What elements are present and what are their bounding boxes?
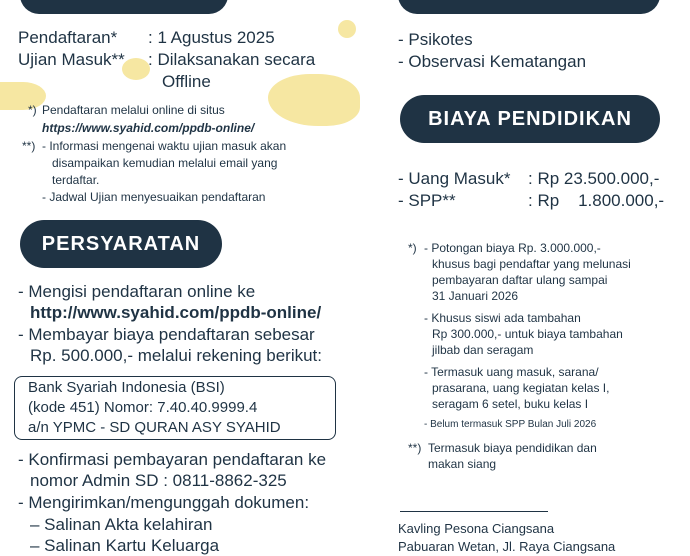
pendaftaran-label: Pendaftaran*	[18, 28, 118, 47]
pendaftaran-value: : 1 Agustus 2025	[148, 28, 275, 47]
biaya-title	[400, 95, 660, 143]
test-item: - Observasi Kematangan	[398, 52, 587, 71]
bank-line: a/n YPMC - SD QURAN ASY SYAHID	[28, 419, 281, 436]
note-text: - Jadwal Ujian menyesuaikan pendaftaran	[42, 190, 266, 204]
persyaratan-title	[20, 220, 222, 268]
biaya-note-line: pembayaran daftar ulang sampai	[432, 273, 608, 287]
biaya-note-line: - Termasuk uang masuk, sarana/	[424, 365, 599, 379]
ujian-label: Ujian Masuk**	[18, 50, 125, 69]
persyaratan-item: - Konfirmasi pembayaran pendaftaran ke	[18, 450, 327, 469]
persyaratan-item: - Membayar biaya pendaftaran sebesar	[18, 325, 315, 344]
decorative-blob	[0, 82, 46, 110]
note-text: Pendaftaran melalui online di situs	[42, 103, 225, 117]
persyaratan-item: - Mengisi pendaftaran online ke	[18, 282, 256, 301]
note-text: - Informasi mengenai waktu ujian masuk akan	[42, 139, 287, 153]
note-marker: **)	[22, 139, 36, 153]
decorative-blob	[122, 58, 150, 80]
ujian-value: : Dilaksanakan secara	[148, 50, 316, 69]
biaya-note-line: khusus bagi pendaftar yang melunasi	[432, 257, 631, 271]
persyaratan-item: - Mengirimkan/mengunggah dokumen:	[18, 493, 310, 512]
test-item: - Psikotes	[398, 30, 473, 49]
address-line: Kavling Pesona Ciangsana	[398, 521, 555, 536]
persyaratan-url[interactable]: http://www.syahid.com/ppdb-online/	[30, 303, 322, 322]
spp-value: : Rp 1.800.000,-	[528, 191, 665, 210]
persyaratan-item: Rp. 500.000,- melalui rekening berikut:	[30, 346, 322, 365]
biaya-note-line: prasarana, uang kegiatan kelas I,	[432, 381, 610, 395]
decorative-blob	[268, 74, 360, 126]
biaya-note-line: Termasuk biaya pendidikan dan	[428, 441, 597, 455]
biaya-note-line: - Potongan biaya Rp. 3.000.000,-	[424, 241, 601, 255]
biaya-note-marker: *)	[408, 241, 417, 255]
uang-masuk-label: - Uang Masuk*	[398, 169, 511, 188]
biaya-note-line: jilbab dan seragam	[432, 343, 534, 357]
persyaratan-item: – Salinan Kartu Keluarga	[30, 536, 220, 555]
note-url[interactable]: https://www.syahid.com/ppdb-online/	[42, 121, 255, 135]
header-pill-left	[20, 0, 228, 14]
biaya-note-marker: **)	[408, 441, 422, 455]
decorative-blob	[338, 20, 356, 38]
persyaratan-item: nomor Admin SD : 0811-8862-325	[30, 471, 287, 490]
address-divider	[400, 511, 548, 512]
biaya-note-line: 31 Januari 2026	[432, 289, 519, 303]
biaya-note-line: Rp 300.000,- untuk biaya tambahan	[432, 327, 623, 341]
header-pill-right	[398, 0, 660, 14]
address-line: Pabuaran Wetan, Jl. Raya Ciangsana	[398, 539, 616, 554]
persyaratan-title-text: PERSYARATAN	[41, 232, 201, 255]
persyaratan-item: – Salinan Akta kelahiran	[30, 515, 213, 534]
biaya-note-line: seragam 6 setel, buku kelas I	[432, 397, 589, 411]
note-text: disampaikan kemudian melalui email yang	[52, 156, 278, 170]
ujian-value-2: Offline	[162, 72, 211, 91]
biaya-title-text: BIAYA PENDIDIKAN	[428, 107, 632, 130]
note-text: terdaftar.	[52, 173, 100, 187]
biaya-note-line: - Belum termasuk SPP Bulan Juli 2026	[424, 419, 597, 430]
uang-masuk-value: : Rp 23.500.000,-	[528, 169, 660, 188]
bank-line: Bank Syariah Indonesia (BSI)	[28, 379, 225, 396]
biaya-note-line: - Khusus siswi ada tambahan	[424, 311, 581, 325]
biaya-note-line: makan siang	[428, 457, 497, 471]
bank-line: (kode 451) Nomor: 7.40.40.9999.4	[28, 399, 258, 416]
spp-label: - SPP**	[398, 191, 456, 210]
note-marker: *)	[28, 103, 37, 117]
